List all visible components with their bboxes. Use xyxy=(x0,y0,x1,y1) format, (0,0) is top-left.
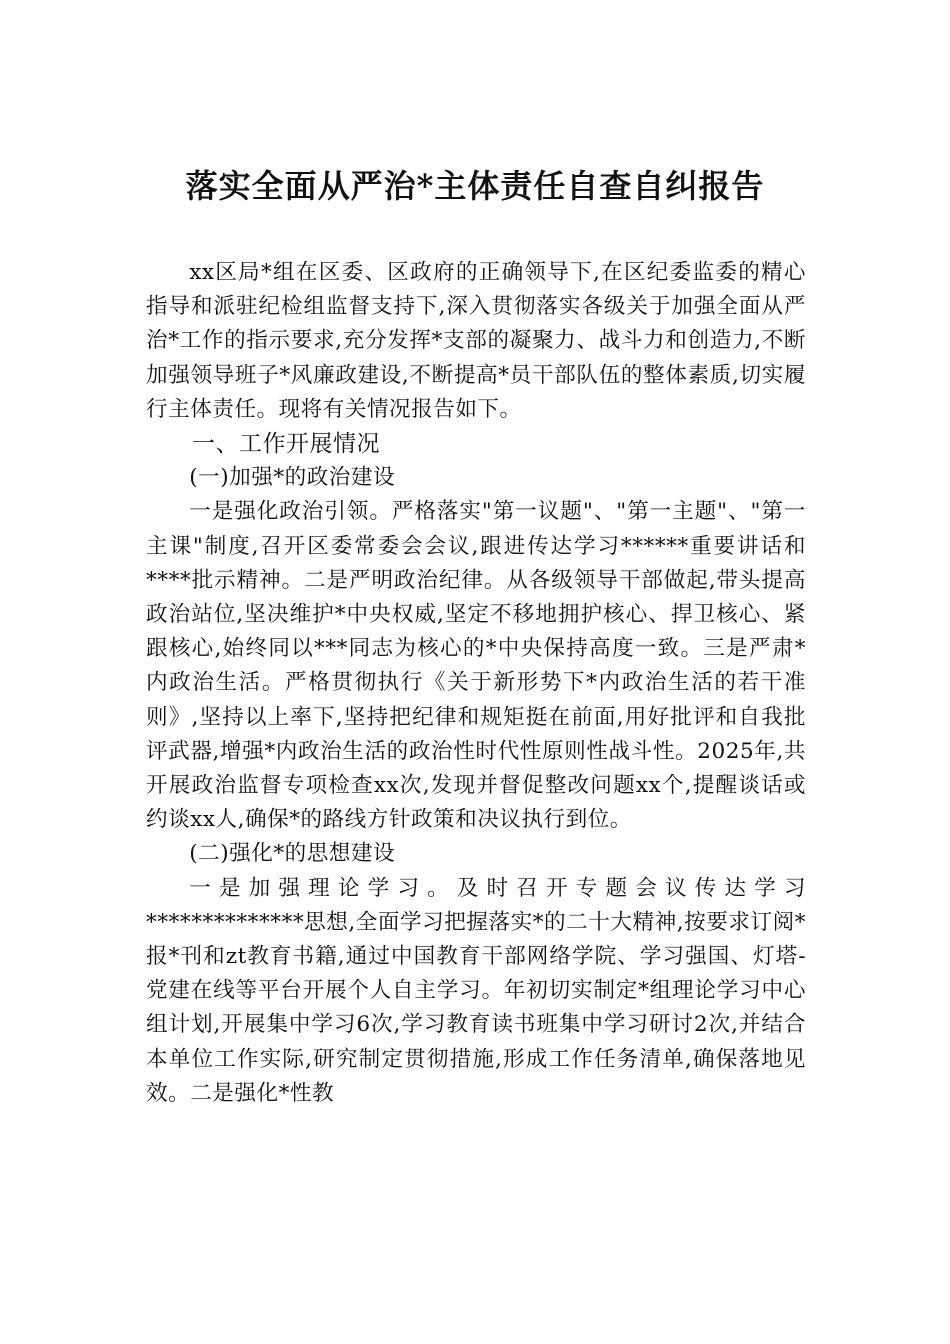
subsection-heading-1: (一)加强*的政治建设 xyxy=(189,465,396,491)
body-paragraph-ideological: 一是加强理论学习。及时召开专题会议传达学习**************思想,全面学习把握落实*的二十大精神,按要求订阅*报*刊和zt教育书籍,通过中国教育干部网络学院、学习强国、灯塔-党建在线等平台开展个人自主学习。年初切实制定*组理论学习中心组计划,开展集中学习6次,学习教育读书班集中学习研讨2次,并结合本单位工作实际,研究制定贯彻措施,形成工作任务清单,确保落地见效。二是强化*性教 xyxy=(146,875,806,1106)
section-heading-1: 一、工作开展情况 xyxy=(192,431,380,458)
intro-paragraph: xx区局*组在区委、区政府的正确领导下,在区纪委监委的精心指导和派驻纪检组监督支持下,深入贯彻落实各级关于加强全面从严治*工作的指示要求,充分发挥*支部的凝聚力、战斗力和创造力,不断加强领导班子*风廉政建设,不断提高*员干部队伍的整体素质,切实履行主体责任。现将有关情况报告如下。 xyxy=(146,260,806,422)
subsection-heading-2: (二)强化*的思想建设 xyxy=(189,841,396,867)
document-body xyxy=(146,256,806,1111)
document-title: 落实全面从严治*主体责任自查自纠报告 xyxy=(185,167,765,205)
body-paragraph-political: 一是强化政治引领。严格落实"第一议题"、"第一主题"、"第一主课"制度,召开区委常委会会议,跟进传达学习******重要讲话和****批示精神。二是严明政治纪律。从各级领导干部做起,带头提高政治站位,坚决维护*中央权威,坚定不移地拥护核心、捍卫核心、紧跟核心,始终同以***同志为核心的*中央保持高度一致。三是严肃*内政治生活。严格贯彻执行《关于新形势下*内政治生活的若干准则》,坚持以上率下,坚持把纪律和规矩挺在前面,用好批评和自我批评武器,增强*内政治生活的政治性时代性原则性战斗性。2025年,共开展政治监督专项检查xx次,发现并督促整改问题xx个,提醒谈话或约谈xx人,确保*的路线方针政策和决议执行到位。 xyxy=(146,499,806,833)
